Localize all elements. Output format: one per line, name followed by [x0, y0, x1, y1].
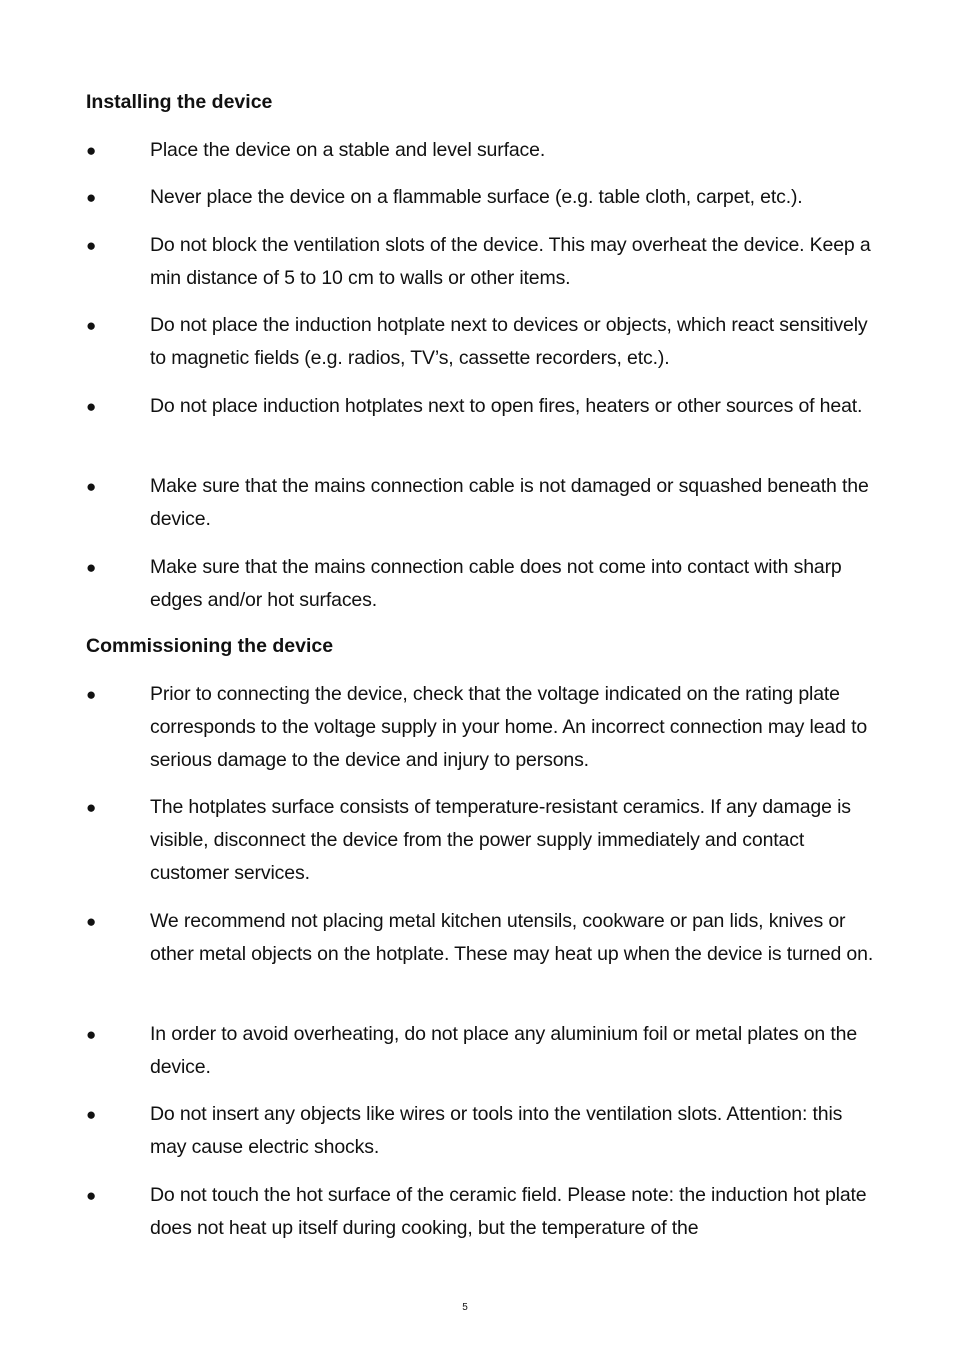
section-heading-commissioning: Commissioning the device: [86, 635, 334, 657]
bullet-icon: ●: [86, 141, 97, 160]
list-item-text: Do not insert any objects like wires or tools into the ventilation slots. Attention: this may cause electric shocks.: [150, 1103, 843, 1158]
bullet-icon: ●: [86, 685, 97, 704]
bullet-icon: ●: [86, 477, 97, 496]
bullet-icon: ●: [86, 558, 97, 577]
bullet-icon: ●: [86, 912, 97, 931]
page-number: 5: [462, 1302, 468, 1313]
list-item-text: Place the device on a stable and level surface.: [150, 139, 546, 161]
list-item-text: Do not block the ventilation slots of the device. This may overheat the device. Keep a min distance of 5 to 10 cm to walls or other items.: [150, 234, 871, 289]
list-item-text: We recommend not placing metal kitchen utensils, cookware or pan lids, knives or other metal objects on the hotplate. These may heat up when the device is turned on.: [150, 910, 874, 965]
bullet-icon: ●: [86, 316, 97, 335]
bullet-icon: ●: [86, 397, 97, 416]
list-item-text: The hotplates surface consists of temperature-resistant ceramics. If any damage is visible, disconnect the device from the power supply immediately and contact customer services.: [150, 796, 851, 884]
bullet-icon: ●: [86, 1105, 97, 1124]
list-item-text: Do not touch the hot surface of the ceramic field. Please note: the induction hot plate does not heat up itself during cooking, but the temperature of the: [150, 1184, 867, 1239]
list-item-text: Do not place the induction hotplate next to devices or objects, which react sensitively to magnetic fields (e.g. radios, TV’s, cassette recorders, etc.).: [150, 314, 868, 369]
bullet-icon: ●: [86, 188, 97, 207]
list-item-text: Do not place induction hotplates next to open fires, heaters or other sources of heat.: [150, 395, 863, 417]
bullet-icon: ●: [86, 1186, 97, 1205]
list-item-text: Never place the device on a flammable surface (e.g. table cloth, carpet, etc.).: [150, 186, 803, 208]
list-item-text: Prior to connecting the device, check that the voltage indicated on the rating plate corresponds to the voltage supply in your home. An incorrect connection may lead to serious damage to the device and injury to persons.: [150, 683, 868, 771]
list-item-text: Make sure that the mains connection cable is not damaged or squashed beneath the device.: [150, 475, 869, 530]
list-item-text: Make sure that the mains connection cable does not come into contact with sharp edges and/or hot surfaces.: [150, 556, 842, 611]
bullet-icon: ●: [86, 1025, 97, 1044]
list-item-text: In order to avoid overheating, do not place any aluminium foil or metal plates on the device.: [150, 1023, 858, 1078]
section-heading-installing: Installing the device: [86, 91, 273, 113]
bullet-icon: ●: [86, 798, 97, 817]
bullet-icon: ●: [86, 236, 97, 255]
